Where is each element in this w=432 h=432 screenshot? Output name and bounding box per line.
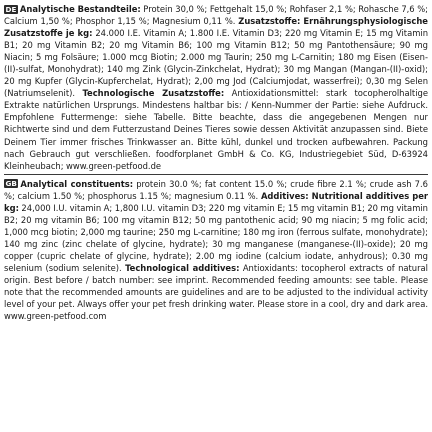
analytical-constituents-text-en: protein 30.0 %; fat content 15.0 %; crude fibre 2.1 %; crude ash 7.6 %; calcium 1.50 %; phosphorus 1.15 %; magnesium 0.11 %. [4,178,428,201]
analytical-constituents-text-de: Protein 30,0 %; Fettgehalt 15,0 %; Rohfaser 2,1 %; Rohasche 7,6 %; Calcium 1,50 %; Phosphor 1,15 %; Magnesium 0,11 %. [4,4,428,27]
additives-text-en: 24,000 I.U. vitamin A; 1,800 I.U. vitamin D3; 220 mg vitamin E; 15 mg vitamin B1; 20 mg vitamin B2; 20 mg vitamin B6; 100 mg vitamin B12; 50 mg pantothenic acid; 90 mg niacin; 5 mg folic acid; 1,000 mcg biotin; 2,000 mg taurine; 250 mg L-carnitine; 180 mg iron (ferrous sulfate, monohydrate); 140 mg zinc (zinc chelate of glycine, hydrate); 30 mg manganese (manganese-(II)-oxide); 20 mg copper (cupric chelate of glycine, hydrate); 2.00 mg iodine (calcium iodate, anhydrous); 0.30 mg selenium (sodium selenite). [4,202,428,273]
english-section [4,178,428,323]
analytical-constituents-heading-de: Analytische Bestandteile: [19,4,141,14]
technological-additives-heading-en: Technological additives: [125,262,240,273]
additives-text-de: 24.000 I.E. Vitamin A; 1.800 I.E. Vitamin D3; 220 mg Vitamin E; 15 mg Vitamin B1; 20 mg Vitamin B2; 20 mg Vitamin B6; 100 mg Vitamin B12; 50 mg Pantothensäure; 90 mg Niacin; 5 mg Folsäure; 1.000 mcg Biotin; 2.000 mg Taurin; 250 mg L-Carnitin; 180 mg Eisen (Eisen-(II)-sulfat, Monohydrat); 140 mg Zink (Glycin-Zinkchelat, Hydrat); 30 mg Mangan (Mangan-(II)-oxid); 20 mg Kupfer (Glycin-Kupferchelat, Hydrat); 2,00 mg Jod (Calciumjodat, wasserfrei); 0,30 mg Selen (Natriumselenit). [4,28,428,99]
section-divider [4,174,428,175]
technological-additives-heading-de: Technologische Zusatzstoffe: [82,88,225,99]
additives-heading-en: Additives: Nutritional additives per kg: [4,190,429,213]
german-section [4,3,428,172]
technological-additives-text-en: Antioxidants: tocopherol extracts of natural origin. Best before / batch number: see imprint. Recommended feeding amounts: see table. Please note that the recommended amounts are guidelines and are to be adjusted to the individual activity level of your pet. Always offer your pet fresh drinking water. Please store in a cool, dry and dark area. www.green-petfood.com [4,262,429,322]
language-badge-de: DE [5,4,17,14]
technological-additives-text-de: Antioxidationsmittel: stark tocopherolhaltige Extrakte natürlichen Ursprungs. Mindestens haltbar bis: / Kenn-Nummer der Partie: siehe Aufdruck. Empfohlene Futtermenge: siehe Tabelle. Bitte beachte, dass die angegebenen Mengen nur Richtwerte sind und dem Futterzustand Deines Tieres sowie dessen Aktivität anzupassen sind. Biete Deinem Tier immer frisches Trinkwasser an. Bitte kühl, dunkel und trocken aufbewahren. Packung nach Gebrauch gut verschließen. foodforplanet GmbH & Co. KG, Industriegebiet Süd, D-63924 Kleinheubach; www.green-petfood.de [4,88,428,171]
analytical-constituents-heading-en: Analytical constituents: [20,178,134,189]
language-badge-gb: GB [5,179,17,189]
additives-heading-de: Zusatzstoffe: Ernährungsphysiologische Zusatzstoffe je kg: [4,16,428,39]
